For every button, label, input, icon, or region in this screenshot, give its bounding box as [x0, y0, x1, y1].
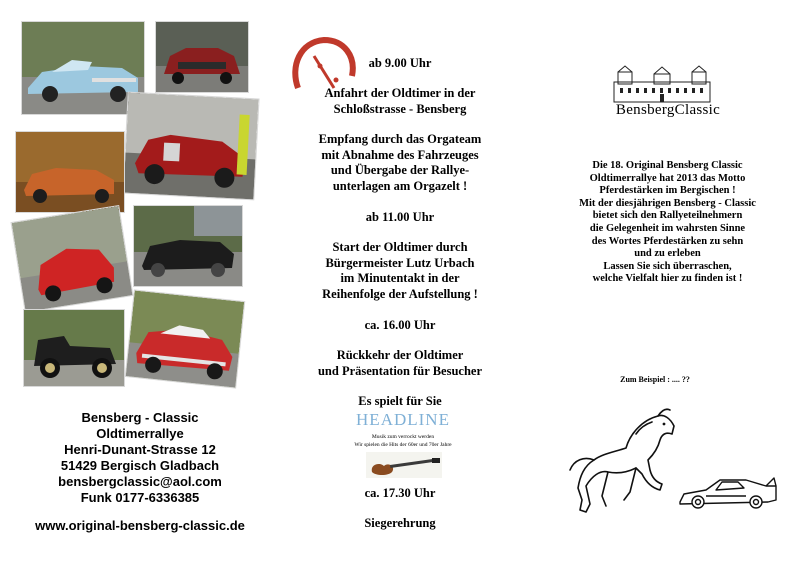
- intro-line: des Wortes Pferdestärken zu sehn: [591, 235, 744, 247]
- reception-block: [300, 132, 500, 194]
- band-name: HEADLINE: [356, 410, 450, 429]
- photo-black-coupe: [134, 206, 242, 286]
- intro-line: Lassen Sie sich überraschen,: [603, 260, 732, 272]
- intro-line: Pferdestärken im Bergischen !: [599, 185, 736, 197]
- photo-orange-mustang-autumn: [16, 132, 124, 212]
- photo-red-white-cruiser: [126, 290, 244, 387]
- reception-line: mit Abnahme des Fahrzeuges: [321, 147, 479, 162]
- intro-line: welche Vielfalt hier zu finden ist !: [592, 273, 743, 285]
- example-label: Zum Beispiel : .... ??: [620, 375, 690, 384]
- start-line: Start der Oldtimer durch: [332, 240, 468, 254]
- race-car-icon: [676, 472, 780, 514]
- brand-name: BensbergClassic: [615, 102, 721, 118]
- website-link[interactable]: www.original-bensberg-classic.de: [35, 518, 245, 533]
- contact-phone: Funk 0177-6336385: [80, 490, 200, 505]
- intro-text: [555, 160, 780, 286]
- reception-line: unterlagen am Orgazelt !: [332, 178, 468, 193]
- photo-black-model-a: [24, 310, 124, 386]
- contact-email[interactable]: bensbergclassic@aol.com: [58, 474, 222, 489]
- arrival-line: Schloßstrasse - Bensberg: [333, 101, 467, 116]
- reception-line: Empfang durch das Orgateam: [318, 132, 482, 146]
- intro-line: Mit der diesjährigen Bensberg - Classic: [579, 197, 756, 209]
- contact-event: Oldtimerrallye: [96, 426, 184, 441]
- start-line: Bürgermeister Lutz Urbach: [325, 255, 475, 270]
- horse-icon: [566, 404, 678, 516]
- photo-red-microcar: [12, 206, 133, 312]
- start-block: [300, 240, 500, 302]
- return-line: und Präsentation für Besucher: [317, 363, 482, 378]
- time-11: ab 11.00 Uhr: [365, 210, 435, 224]
- start-line: im Minutentakt in der: [340, 271, 460, 285]
- time-16: ca. 16.00 Uhr: [364, 318, 436, 332]
- reception-line: und Übergabe der Rallye-: [330, 163, 470, 177]
- arrival-block: [300, 86, 500, 117]
- time-1730: ca. 17.30 Uhr: [364, 486, 436, 500]
- guitar-icon: [366, 452, 442, 478]
- photo-red-mustang: [156, 22, 248, 92]
- intro-line: und zu erleben: [634, 248, 701, 260]
- ceremony: Siegerehrung: [364, 516, 436, 530]
- intro-line: die Gelegenheit im wahrsten Sinne: [589, 222, 746, 234]
- band-tagline-1: Musik zum verrockt werden: [371, 434, 435, 440]
- arrival-line: Anfahrt der Oldtimer in der: [324, 86, 476, 100]
- photo-red-roadster: [123, 93, 258, 200]
- return-block: [300, 348, 500, 379]
- photo-blue-convertible: [22, 22, 144, 114]
- castle-icon: [610, 64, 714, 104]
- start-line: Reihenfolge der Aufstellung !: [322, 286, 478, 301]
- band-intro: Es spielt für Sie: [358, 394, 442, 408]
- band-logo: [348, 410, 458, 482]
- intro-line: bietet sich den Rallyeteilnehmern: [592, 210, 743, 222]
- contact-street: Henri-Dunant-Strasse 12: [64, 442, 216, 457]
- band-tagline-2: Wir spielen die Hits der 60er und 70er Jahre: [354, 442, 452, 448]
- contact-org: Bensberg - Classic: [81, 410, 199, 425]
- contact-block: [20, 410, 260, 506]
- time-start: ab 9.00 Uhr: [368, 56, 432, 70]
- return-line: Rückkehr der Oldtimer: [336, 348, 464, 362]
- intro-line: Oldtimerrallye hat 2013 das Motto: [589, 172, 746, 184]
- intro-line: Die 18. Original Bensberg Classic: [592, 160, 743, 171]
- contact-city: 51429 Bergisch Gladbach: [60, 458, 220, 473]
